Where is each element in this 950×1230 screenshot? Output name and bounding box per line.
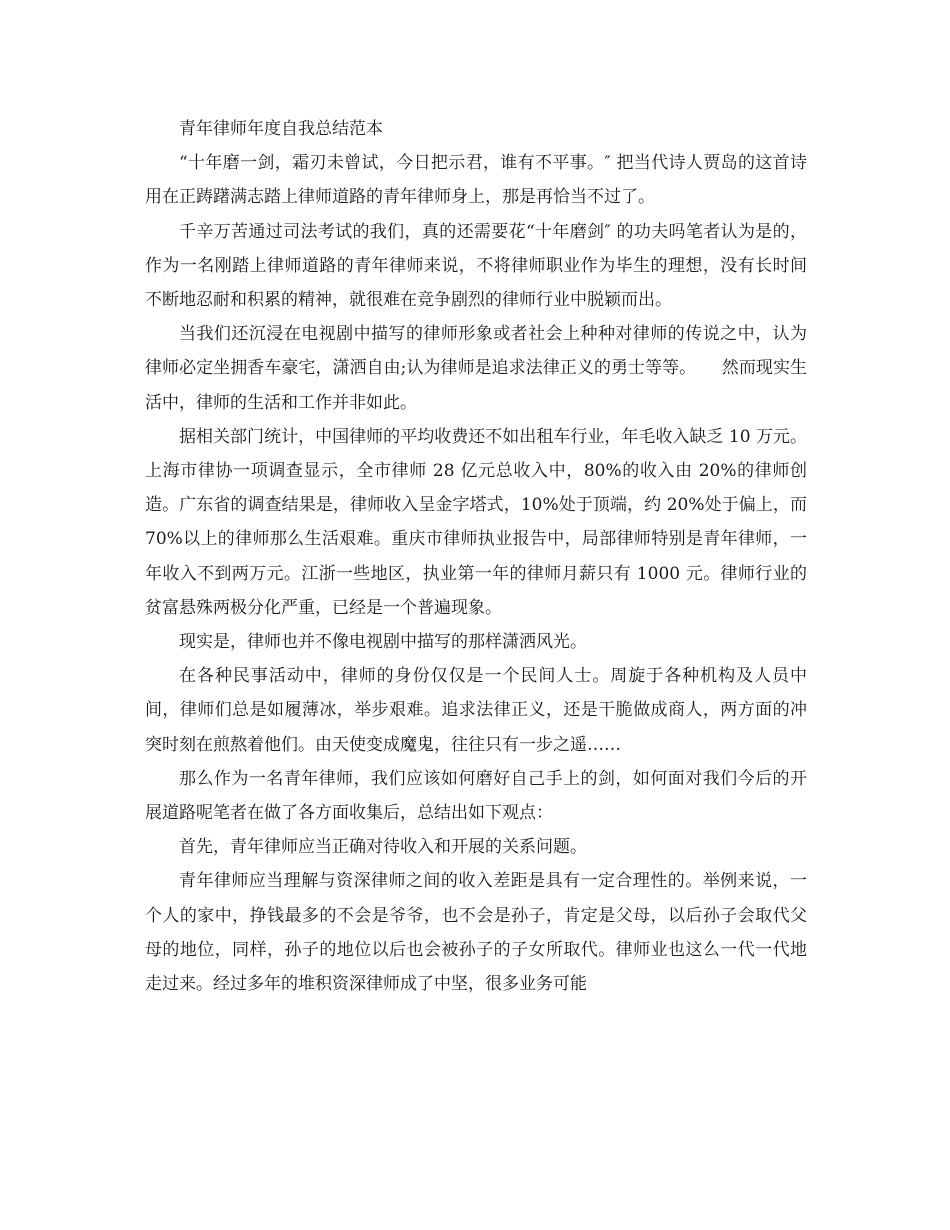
- paragraph-4: 据相关部门统计，中国律师的平均收费还不如出租车行业，年毛收入缺乏 10 万元。上海市律协一项调查显示，全市律师 28 亿元总收入中，80%的收入由 20%的律师创造。广东省的调查结果是，律师收入呈金字塔式，10%处于顶端，约 20%处于偏上，而 70%以上的律师那么生活艰难。重庆市律师执业报告中，局部律师特别是青年律师，一年收入不到两万元。江浙一些地区，执业第一年的律师月薪只有 1000 元。律师行业的贫富悬殊两极分化严重，已经是一个普遍现象。: [145, 426, 807, 618]
- document-title: 青年律师年度自我总结范本: [179, 119, 383, 139]
- paragraph-1: “十年磨一剑，霜刃未曾试，今日把示君，谁有不平事。″ 把当代诗人贾岛的这首诗用在正踌躇满志踏上律师道路的青年律师身上，那是再恰当不过了。: [145, 153, 807, 208]
- document-body: [145, 112, 807, 1001]
- paragraph-9: 青年律师应当理解与资深律师之间的收入差距是具有一定合理性的。举例来说，一个人的家中，挣钱最多的不会是爷爷，也不会是孙子，肯定是父母，以后孙子会取代父母的地位，同样，孙子的地位以后也会被孙子的子女所取代。律师业也这么一代一代地走过来。经过多年的堆积资深律师成了中坚，很多业务可能: [145, 871, 807, 995]
- paragraph-8: 首先，青年律师应当正确对待收入和开展的关系问题。: [179, 837, 587, 858]
- paragraph-3: 当我们还沉浸在电视剧中描写的律师形象或者社会上种种对律师的传说之中，认为律师必定坐拥香车豪宅，潇洒自由;认为律师是追求法律正义的勇士等等。 然而现实生活中，律师的生活和工作并非如此。: [145, 324, 807, 413]
- paragraph-6: 在各种民事活动中，律师的身份仅仅是一个民间人士。周旋于各种机构及人员中间，律师们总是如履薄冰，举步艰难。追求法律正义，还是干脆做成商人，两方面的冲突时刻在煎熬着他们。由天使变成魔鬼，往往只有一步之遥……: [145, 666, 807, 755]
- paragraph-2: 千辛万苦通过司法考试的我们，真的还需要花“十年磨剑″ 的功夫吗笔者认为是的，作为一名刚踏上律师道路的青年律师来说，不将律师职业作为毕生的理想，没有长时间不断地忍耐和积累的精神，就很难在竞争剧烈的律师行业中脱颖而出。: [145, 221, 807, 311]
- paragraph-7: 那么作为一名青年律师，我们应该如何磨好自己手上的剑，如何面对我们今后的开展道路呢笔者在做了各方面收集后，总结出如下观点：: [145, 768, 807, 824]
- paragraph-5: 现实是，律师也并不像电视剧中描写的那样潇洒风光。: [179, 632, 587, 653]
